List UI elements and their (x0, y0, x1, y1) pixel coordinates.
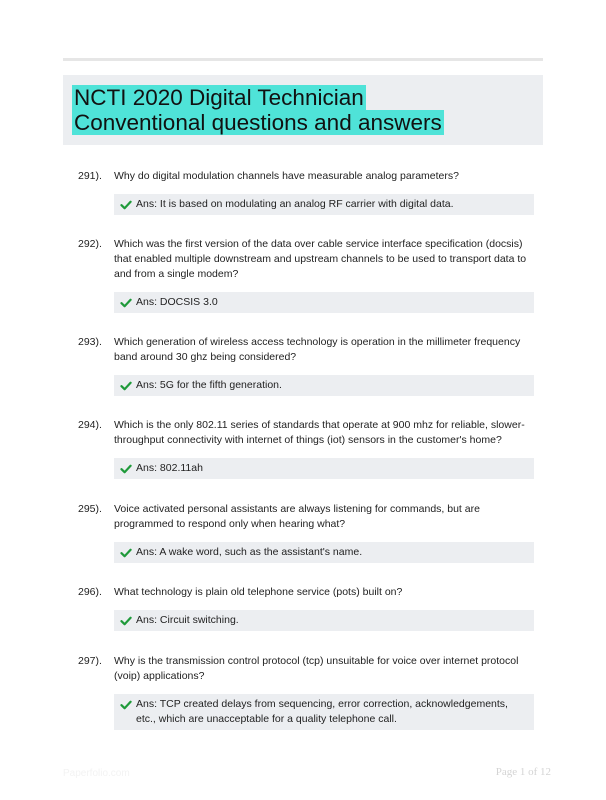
question-number: 297). (78, 655, 102, 667)
question-text: Voice activated personal assistants are always listening for commands, but are programmed to respond only when hearing what? (114, 503, 480, 530)
question-number: 294). (78, 419, 102, 431)
check-icon (120, 615, 132, 627)
answer-box (114, 375, 534, 396)
answer-text: Ans: DOCSIS 3.0 (136, 296, 218, 308)
question-text: Why do digital modulation channels have measurable analog parameters? (114, 170, 459, 182)
answer-text: Ans: TCP created delays from sequencing, error correction, acknowledgements, etc., which are unacceptable for a quality telephone call. (136, 698, 508, 725)
question-text: Which was the first version of the data over cable service interface specification (docsis) that enabled multiple downstream and upstream channels to be used to transport data to and from a single modem? (114, 238, 527, 280)
check-icon (120, 699, 132, 711)
answer-box (114, 542, 534, 563)
answer-text: Ans: A wake word, such as the assistant's name. (136, 546, 363, 558)
question-number: 295). (78, 503, 102, 515)
question-number: 296). (78, 586, 102, 598)
question-number: 291). (78, 170, 102, 182)
answer-box (114, 458, 534, 479)
answer-box (114, 610, 534, 631)
answer-box (114, 292, 534, 313)
question-text: Why is the transmission control protocol (tcp) unsuitable for voice over internet protocol (voip) applications? (114, 655, 519, 682)
check-icon (120, 199, 132, 211)
document-title: NCTI 2020 Digital Technician Conventional questions and answers (74, 85, 442, 135)
footer-watermark: Paperfolio.com (63, 768, 130, 779)
answer-text: Ans: 5G for the fifth generation. (136, 379, 282, 391)
page-number: Page 1 of 12 (495, 766, 551, 778)
question-number: 293). (78, 336, 102, 348)
check-icon (120, 297, 132, 309)
question-text: Which is the only 802.11 series of standards that operate at 900 mhz for reliable, slower-throughput connectivity with internet of things (iot) sensors in the customer's home? (114, 419, 525, 446)
question-text: What technology is plain old telephone service (pots) built on? (114, 586, 403, 598)
answer-text: Ans: Circuit switching. (136, 614, 239, 626)
question-number: 292). (78, 238, 102, 250)
check-icon (120, 463, 132, 475)
question-text: Which generation of wireless access technology is operation in the millimeter frequency band around 30 ghz being considered? (114, 336, 521, 363)
answer-box (114, 694, 534, 730)
check-icon (120, 547, 132, 559)
check-icon (120, 380, 132, 392)
answer-text: Ans: It is based on modulating an analog RF carrier with digital data. (136, 198, 454, 210)
answer-text: Ans: 802.11ah (136, 462, 203, 474)
answer-box (114, 194, 534, 215)
